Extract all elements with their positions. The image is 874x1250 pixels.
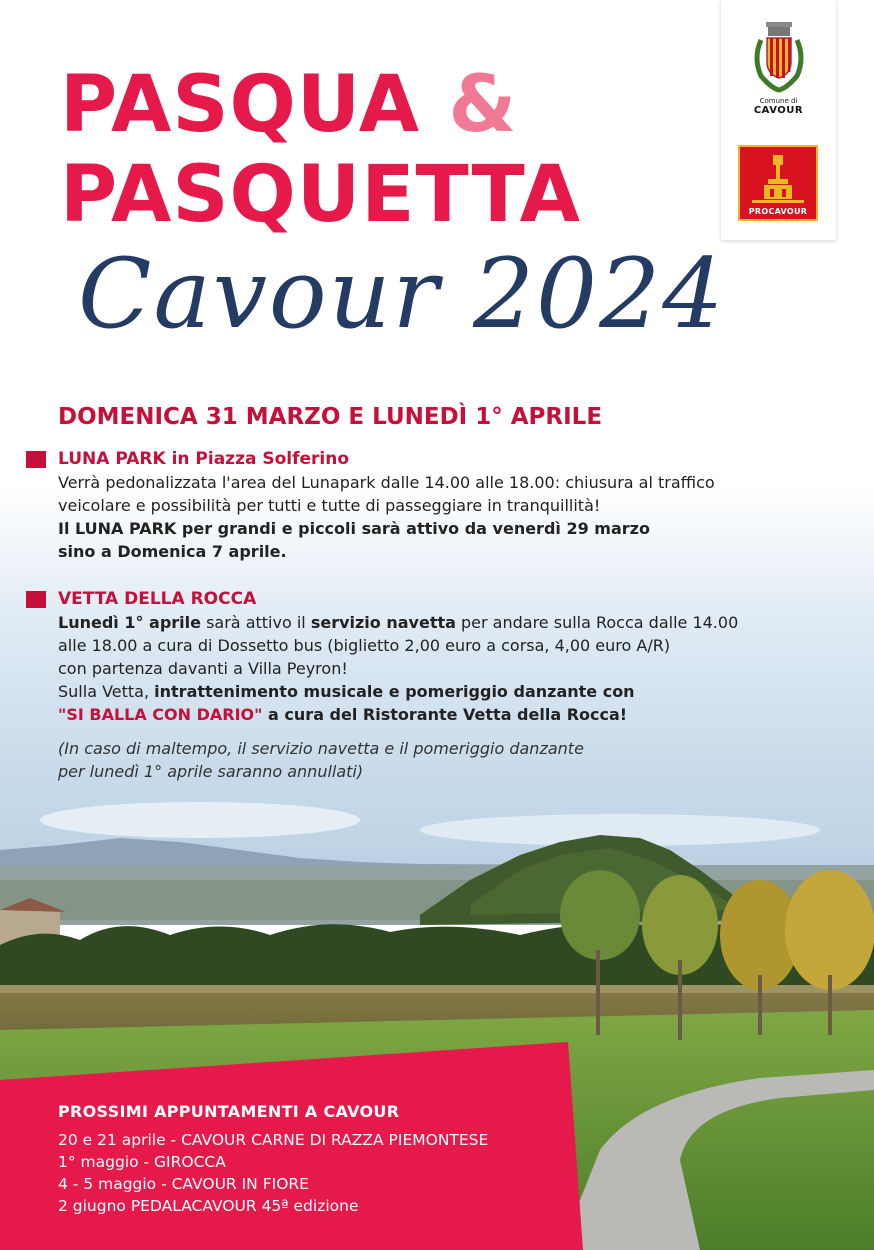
luna-park-line-2: veicolare e possibilità per tutti e tutte di passeggiare in tranquillità! xyxy=(58,496,601,515)
vetta-title: VETTA DELLA ROCCA xyxy=(58,589,257,609)
luna-park-line-1: Verrà pedonalizzata l'area del Lunapark dalle 14.00 alle 18.00: chiusura al traffico xyxy=(58,473,715,492)
procavour-label: PROCAVOUR xyxy=(748,207,808,216)
title-line-2: PASQUETTA xyxy=(60,150,581,240)
vetta-text-1d: per andare sulla Rocca dalle 14.00 xyxy=(455,613,739,632)
weather-note-2: per lunedì 1° aprile saranno annullati) xyxy=(58,762,364,781)
vetta-text-1b: sarà attivo il xyxy=(201,613,311,632)
vetta-line-2: alle 18.00 a cura di Dossetto bus (biglietto 2,00 euro a corsa, 4,00 euro A/R) xyxy=(58,636,671,655)
logo-card xyxy=(721,0,836,240)
comune-crest-icon xyxy=(751,18,807,94)
luna-park-line-3: Il LUNA PARK per grandi e piccoli sarà attivo da venerdì 29 marzo xyxy=(58,519,650,538)
vetta-text-4a: Sulla Vetta, xyxy=(58,682,155,701)
vetta-line-5 xyxy=(58,704,627,726)
si-balla-con-dario: "SI BALLA CON DARIO" xyxy=(58,705,263,724)
comune-label-small: Comune di xyxy=(759,97,798,105)
weather-note-1: (In caso di maltempo, il servizio navetta e il pomeriggio danzante xyxy=(58,739,584,758)
vetta-shuttle: servizio navetta xyxy=(310,613,456,632)
procavour-logo xyxy=(738,145,818,221)
appointment-item: 4 - 5 maggio - CAVOUR IN FIORE xyxy=(58,1175,309,1193)
section-bullet-luna-park xyxy=(26,451,46,468)
title-ampersand: & xyxy=(448,60,518,150)
title-pasqua: PASQUA xyxy=(60,60,421,150)
appointment-item: 2 giugno PEDALACAVOUR 45ª edizione xyxy=(58,1197,359,1215)
script-title: Cavour 2024 xyxy=(78,238,726,350)
vetta-line-4 xyxy=(58,681,635,703)
appointment-item: 1° maggio - GIROCCA xyxy=(58,1153,226,1171)
title-line-1 xyxy=(60,60,518,150)
luna-park-line-4: sino a Domenica 7 aprile. xyxy=(58,542,287,561)
vetta-entertainment: intrattenimento musicale e pomeriggio danzante con xyxy=(154,682,635,701)
date-heading: DOMENICA 31 MARZO E LUNEDÌ 1° APRILE xyxy=(58,404,603,430)
vetta-text-5b: a cura del Ristorante Vetta della Rocca! xyxy=(262,705,628,724)
vetta-date: Lunedì 1° aprile xyxy=(58,613,201,632)
section-bullet-vetta xyxy=(26,591,46,608)
comune-name: CAVOUR xyxy=(753,105,804,116)
appointment-item: 20 e 21 aprile - CAVOUR CARNE DI RAZZA PIEMONTESE xyxy=(58,1131,489,1149)
luna-park-title: LUNA PARK in Piazza Solferino xyxy=(58,449,350,469)
vetta-line-3: con partenza davanti a Villa Peyron! xyxy=(58,659,348,678)
vetta-line-1 xyxy=(58,612,738,634)
appointments-title: PROSSIMI APPUNTAMENTI A CAVOUR xyxy=(58,1102,400,1121)
